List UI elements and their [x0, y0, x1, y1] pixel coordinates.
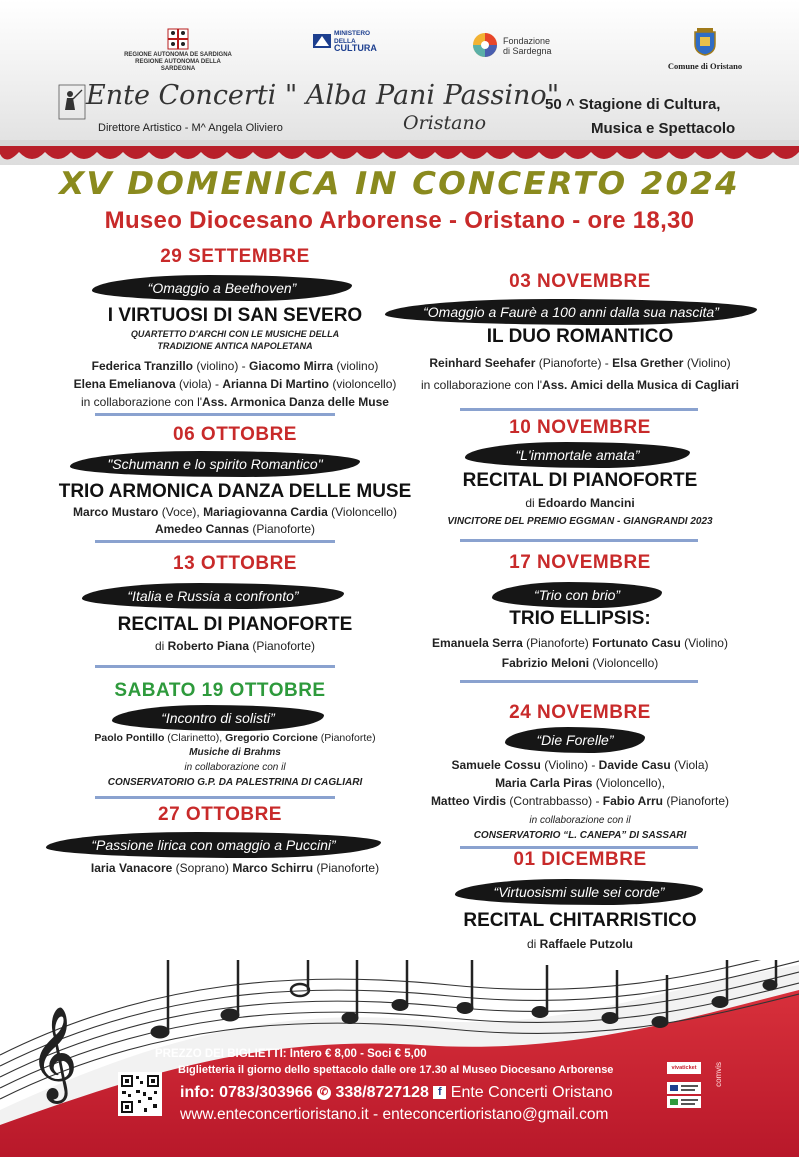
- web-and-email[interactable]: www.enteconcertioristano.it - enteconcertioristano@gmail.com: [180, 1106, 609, 1123]
- fondazione-line2: di Sardegna: [503, 46, 552, 56]
- performers-line: Samuele Cossu (Violino) - Davide Casu (Viola): [451, 758, 709, 772]
- concert-title: TRIO ELLIPSIS:: [509, 608, 651, 629]
- collaboration-line: in collaborazione con l'Ass. Armonica Danza delle Muse: [81, 395, 389, 409]
- ministero-emblem-icon: [313, 30, 331, 50]
- facebook-icon: f: [433, 1086, 446, 1099]
- svg-text:𝄞: 𝄞: [30, 1006, 78, 1099]
- concert-title: I VIRTUOSI DI SAN SEVERO: [107, 305, 363, 326]
- concert-description: QUARTETTO D'ARCHI CON LE MUSICHE DELLA: [130, 329, 340, 339]
- info-label: info:: [180, 1084, 220, 1101]
- ente-name: Ente Concerti " Alba Pani Passino": [86, 80, 560, 111]
- performers-line: Amedeo Cannas (Pianoforte): [154, 522, 316, 536]
- concert-title: IL DUO ROMANTICO: [486, 326, 674, 347]
- concert-subtitle-brush: “Omaggio a Beethoven”: [92, 275, 352, 301]
- section-divider: [460, 408, 698, 411]
- performers-line: Reinhard Seehafer (Pianoforte) - Elsa Grether (Violino): [429, 356, 731, 370]
- sardegna-label: [118, 52, 238, 73]
- performers-line: Maria Carla Piras (Violoncello),: [495, 776, 665, 790]
- concert-title: RECITAL DI PIANOFORTE: [117, 614, 353, 635]
- concert-subtitle-brush: “L'immortale amata”: [465, 442, 690, 468]
- ente-city: Oristano: [403, 112, 487, 134]
- concert-subtitle-brush: “Die Forelle”: [505, 727, 645, 753]
- section-divider: [460, 680, 698, 683]
- concert-description: TRADIZIONE ANTICA NAPOLETANA: [157, 341, 313, 351]
- logo-ministero-cultura: [313, 30, 383, 54]
- comune-label: Comune di Oristano: [667, 61, 743, 71]
- ticket-prices: PREZZO DEI BIGLIETTI: Intero € 8,00 - Soci € 5,00: [155, 1048, 427, 1060]
- season-line1: 50 ^ Stagione di Cultura,: [545, 96, 721, 113]
- performers-line: Fabrizio Meloni (Violoncello): [501, 656, 659, 670]
- collaboration-line: in collaborazione con l'Ass. Amici della Musica di Cagliari: [421, 378, 739, 392]
- performers-line: Elena Emelianova (viola) - Arianna Di Martino (violoncello): [73, 377, 397, 391]
- vivaticket-logo: vivaticket: [667, 1062, 701, 1074]
- comune-crest-icon: [692, 28, 718, 56]
- ministero-line2: DELLA: [334, 37, 356, 45]
- conservatorio-name: CONSERVATORIO G.P. DA PALESTRINA DI CAGLIARI: [107, 777, 363, 788]
- season-line2: Musica e Spettacolo: [591, 120, 736, 137]
- event-subtitle: Museo Diocesano Arborense - Oristano - ore 18,30: [104, 207, 695, 234]
- concert-date-17-novembre: 17 NOVEMBRE: [509, 552, 651, 573]
- performers-line: Paolo Pontillo (Clarinetto), Gregorio Corcione (Pianoforte): [94, 732, 376, 744]
- sardegna-line2: REGIONE AUTONOMA DELLA SARDEGNA: [135, 59, 221, 72]
- concert-title: RECITAL DI PIANOFORTE: [462, 470, 698, 491]
- phone-number-1[interactable]: 0783/303966: [219, 1084, 313, 1101]
- fondazione-wheel-icon: [472, 32, 498, 58]
- performers-line: di Edoardo Mancini: [525, 496, 635, 510]
- qr-code[interactable]: [118, 1072, 162, 1116]
- conservatorio-name: CONSERVATORIO “L. CANEPA” DI SASSARI: [473, 830, 687, 841]
- performers-line: di Raffaele Putzolu: [526, 937, 634, 951]
- section-divider: [95, 665, 335, 668]
- concert-subtitle-brush: “Virtuosismi sulle sei corde”: [455, 879, 703, 905]
- concert-date-29-settembre: 29 SETTEMBRE: [160, 246, 310, 267]
- concert-subtitle-brush: “Incontro di solisti”: [112, 705, 324, 731]
- concert-date-24-novembre: 24 NOVEMBRE: [509, 702, 651, 723]
- concert-date-sabato-19-ottobre: SABATO 19 OTTOBRE: [114, 680, 326, 701]
- performers-line: Federica Tranzillo (violino) - Giacomo Mirra (violino): [91, 359, 379, 373]
- section-divider: [95, 540, 335, 543]
- performers-line: Emanuela Serra (Pianoforte) Fortunato Casu (Violino): [432, 636, 728, 650]
- whatsapp-icon: ✆: [317, 1086, 331, 1100]
- logo-comune-oristano: [660, 28, 750, 71]
- performers-line: Iaria Vanacore (Soprano) Marco Schirru (Pianoforte): [90, 861, 380, 875]
- concert-subtitle-brush: “Omaggio a Faurè a 100 anni dalla sua nascita”: [385, 299, 757, 325]
- concert-date-27-ottobre: 27 OTTOBRE: [158, 804, 282, 825]
- performers-line: di Roberto Piana (Pianoforte): [154, 639, 316, 653]
- concert-title: RECITAL CHITARRISTICO: [463, 910, 697, 931]
- ministero-line3: CULTURA: [334, 43, 377, 53]
- concert-date-01-dicembre: 01 DICEMBRE: [513, 849, 647, 870]
- performers-line: Matteo Virdis (Contrabbasso) - Fabio Arru (Pianoforte): [430, 794, 730, 808]
- concert-subtitle-brush: “Passione lirica con omaggio a Puccini”: [46, 832, 381, 858]
- section-divider: [95, 796, 335, 799]
- concert-subtitle-brush: “Italia e Russia a confronto”: [82, 583, 344, 609]
- logo-regione-sardegna: [148, 28, 208, 50]
- sardegna-line1: REGIONE AUTONOMA DE SARDIGNA: [124, 52, 232, 58]
- contact-line: [180, 1084, 613, 1102]
- event-title: XV DOMENICA IN CONCERTO 2024: [59, 166, 740, 202]
- concert-title: TRIO ARMONICA DANZA DELLE MUSE: [58, 481, 412, 502]
- concert-date-06-ottobre: 06 OTTOBRE: [173, 424, 297, 445]
- concert-subtitle-brush: "Schumann e lo spirito Romantico": [70, 451, 360, 477]
- logo-fondazione-sardegna: [472, 32, 562, 62]
- concert-subtitle-brush: “Trio con brio”: [492, 582, 662, 608]
- facebook-page[interactable]: Ente Concerti Oristano: [450, 1084, 613, 1101]
- designer-credit: comvis: [714, 1062, 723, 1087]
- phone-number-2[interactable]: 338/8727128: [335, 1084, 429, 1101]
- box-office-info: Biglietteria il giorno dello spettacolo dalle ore 17.30 al Museo Diocesano Arborense: [178, 1064, 614, 1076]
- sardegna-shield-icon: [166, 28, 190, 50]
- conductor-silhouette-icon: [58, 84, 86, 120]
- section-divider: [95, 413, 335, 416]
- section-divider: [460, 539, 698, 542]
- award-note: VINCITORE DEL PREMIO EGGMAN - GIANGRANDI 2023: [447, 516, 713, 527]
- collaboration-note: in collaborazione con il: [529, 815, 631, 826]
- program-note: Musiche di Brahms: [189, 747, 281, 758]
- fondazione-line1: Fondazione: [503, 36, 551, 46]
- artistic-director: Direttore Artistico - M^ Angela Oliviero: [98, 122, 283, 134]
- sponsor-logos: [667, 1082, 701, 1108]
- ministero-line1: MINISTERO: [334, 30, 371, 37]
- concert-date-10-novembre: 10 NOVEMBRE: [509, 417, 651, 438]
- collaboration-note: in collaborazione con il: [184, 762, 286, 773]
- concert-date-03-novembre: 03 NOVEMBRE: [509, 271, 651, 292]
- performers-line: Marco Mustaro (Voce), Mariagiovanna Cardia (Violoncello): [73, 505, 397, 519]
- concert-date-13-ottobre: 13 OTTOBRE: [173, 553, 297, 574]
